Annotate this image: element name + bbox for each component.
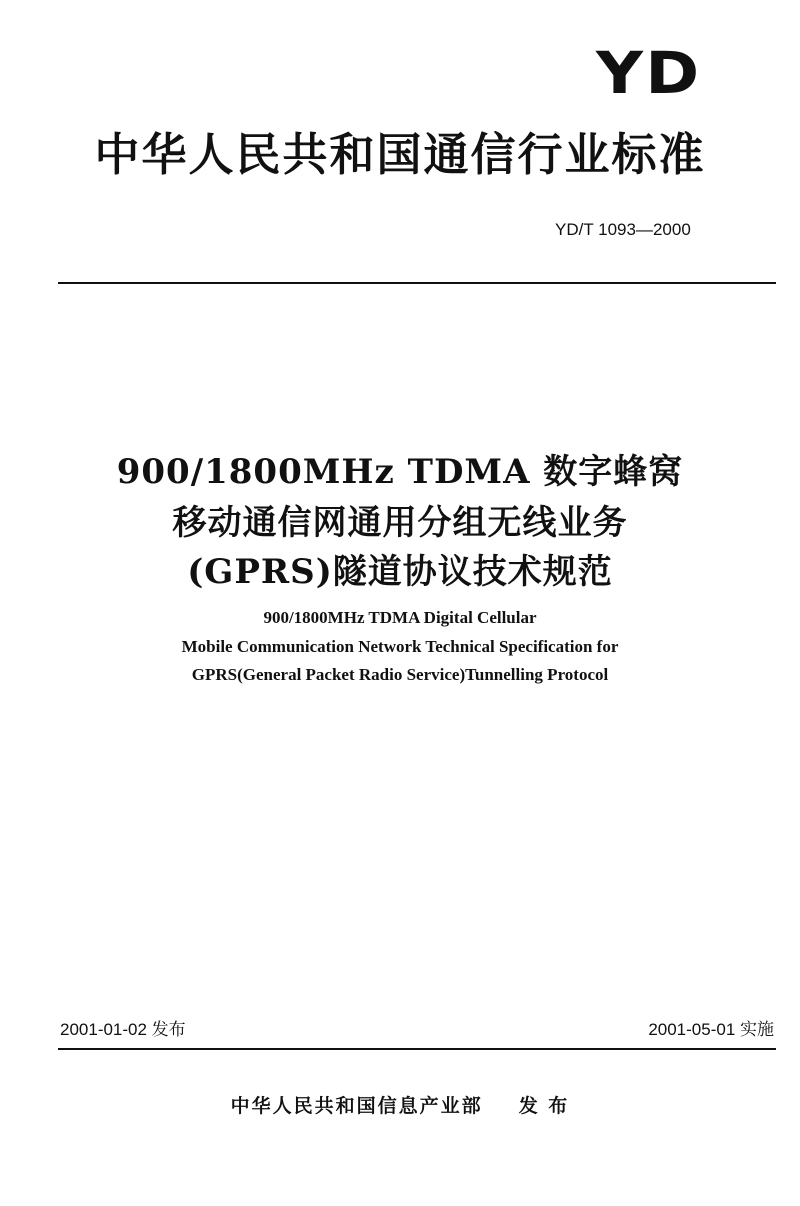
- footer-divider: [58, 1048, 776, 1050]
- title-cn-line-1: 900/1800MHz TDMA 数字蜂窝: [116, 452, 684, 492]
- issuer-line: [0, 1092, 800, 1120]
- title-cn-line-2: 移动通信网通用分组无线业务: [172, 503, 628, 543]
- title-en-line-1: 900/1800MHz TDMA Digital Cellular: [263, 608, 537, 627]
- issuer-name: 中华人民共和国信息产业部: [230, 1095, 483, 1117]
- title-en-line-3: GPRS(General Packet Radio Service)Tunnelling Protocol: [191, 665, 609, 684]
- implementation-date: 2001-05-01 实施: [648, 1020, 774, 1039]
- issuer-action: 发 布: [518, 1095, 570, 1117]
- standard-category-title: 中华人民共和国通信行业标准: [94, 128, 706, 181]
- standard-code: YD/T 1093—2000: [555, 220, 691, 239]
- title-cn-line-3: (GPRS)隧道协议技术规范: [187, 552, 613, 592]
- issue-date: 2001-01-02 发布: [60, 1020, 186, 1039]
- title-en-line-2: Mobile Communication Network Technical Specification for: [181, 637, 619, 656]
- yd-logo: YD: [596, 39, 702, 107]
- header-divider: [58, 282, 776, 284]
